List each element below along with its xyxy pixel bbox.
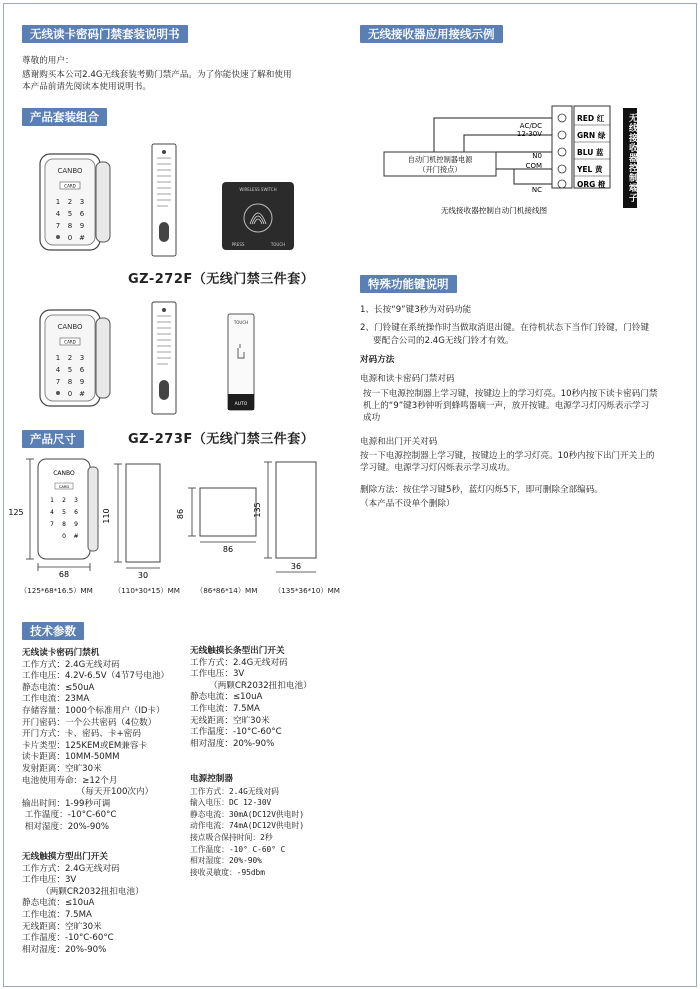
tech-line: 工作温度：-10°C-60°C	[190, 727, 282, 738]
svg-text:1: 1	[55, 198, 61, 206]
dimension-receiver	[100, 460, 170, 580]
nc-label: NC	[531, 186, 542, 194]
svg-text:6: 6	[74, 509, 78, 516]
svg-text:7: 7	[55, 222, 61, 230]
tech-strip-switch-block	[190, 646, 312, 750]
svg-text:BLU 蓝: BLU 蓝	[577, 148, 604, 157]
tech-line: 相对湿度：20%-90%	[190, 738, 275, 749]
auto-label: AUTO	[234, 402, 248, 407]
tech-line: 相对湿度：20%-90%	[190, 856, 262, 866]
svg-text:#: #	[79, 390, 85, 398]
tech-line: 工作温度：-10°C-60°C	[22, 810, 117, 821]
svg-text:RED 红: RED 红	[577, 114, 605, 123]
tech-line: 接点吸合保持时间：2秒	[190, 832, 273, 842]
touch-switch-square	[220, 180, 296, 252]
pair-title: 对码方法	[360, 355, 395, 365]
svg-text:GRN 绿: GRN 绿	[577, 131, 606, 140]
bell-icon	[56, 235, 60, 239]
tech-line: 静态电流：≤10uA	[190, 692, 263, 703]
acdc-label: AC/DC	[519, 122, 542, 130]
special-item-2b: 要配合公司的2.4G无线门铃才有效。	[373, 336, 514, 346]
dim-3-height: 86	[176, 508, 185, 520]
tech-line: 输出时间：1-99秒可调	[22, 798, 111, 809]
tech-square-title: 无线触摸方型出门开关	[22, 852, 108, 862]
special-title: 特殊功能键说明	[360, 275, 457, 293]
tech-line: 读卡距离：10MM-50MM	[22, 752, 120, 763]
switch-label: WIRELESS SWITCH	[239, 187, 277, 192]
pair1-line-2: 机上的“9”键3秒钟听到蜂鸣器嘀一声，放开按键。电源学习灯闪烁表示学习	[363, 401, 650, 411]
receiver-side-label: 无线接收器控制端子	[623, 108, 637, 208]
model-273: GZ-273F（无线门禁三件套）	[128, 432, 315, 447]
tech-line: 无线距离：空旷30米	[190, 715, 270, 726]
tech-line: 输入电压：DC 12-30V	[190, 798, 272, 808]
svg-text:7: 7	[55, 378, 61, 386]
touch-label: TOUCH	[270, 242, 286, 247]
svg-text:1: 1	[50, 497, 54, 504]
tech-power-block	[190, 774, 304, 878]
dimension-keypad	[8, 455, 108, 585]
tech-line: 工作温度：-10° C-60° C	[190, 844, 286, 854]
no-label: N0	[532, 152, 542, 160]
card-label: CARD	[64, 183, 76, 189]
dim-4-caption: （135*36*10）MM	[274, 586, 340, 595]
tech-power-title: 电源控制器	[190, 774, 233, 784]
tech-line: 静态电流：≤10uA	[22, 898, 95, 909]
svg-text:2: 2	[62, 497, 66, 504]
svg-text:3: 3	[74, 497, 78, 504]
tech-line: （两颗CR2032扭扣电池）	[22, 886, 144, 897]
tech-strip-title: 无线触摸长条型出门开关	[190, 646, 285, 656]
tech-line: 工作方式：2.4G无线对码	[190, 657, 288, 668]
dim-4-width: 36	[290, 562, 302, 571]
svg-text:8: 8	[62, 521, 66, 528]
controller-label-1: 自动门机控制器电源	[407, 155, 473, 164]
bell-icon	[56, 391, 60, 395]
svg-text:9: 9	[74, 521, 78, 528]
keypad-device-272	[36, 152, 118, 252]
brand-label: CANBO	[53, 470, 75, 477]
receiver-strip-272	[148, 142, 180, 258]
voltage-label: 12-30V	[516, 130, 542, 138]
tech-title: 技术参数	[22, 622, 84, 640]
svg-text:0: 0	[62, 533, 66, 540]
dim-2-width: 30	[137, 571, 149, 580]
svg-text:YEL 黄: YEL 黄	[577, 165, 603, 174]
tech-line: 静态电流：30mA(DC12V供电时)	[190, 809, 305, 819]
tech-line: 工作电流：7.5MA	[22, 909, 92, 920]
svg-text:4: 4	[55, 210, 61, 218]
tech-line: 工作电流：23MA	[22, 694, 90, 705]
dim-1-width: 68	[58, 570, 70, 579]
touch-switch-strip	[226, 312, 256, 412]
tech-line: 无线距离：空旷30米	[22, 921, 102, 932]
tech-line: 开门密码：一个公共密码（4位数）	[22, 717, 157, 728]
svg-text:5: 5	[67, 210, 73, 218]
dim-1-height: 125	[8, 508, 24, 517]
svg-text:ORG 橙: ORG 橙	[577, 180, 606, 189]
delete-note: （本产品不设单个删除）	[360, 499, 455, 509]
model-272: GZ-272F（无线门禁三件套）	[128, 272, 315, 287]
pair2-title: 电源和出门开关对码	[360, 437, 438, 447]
svg-text:0: 0	[67, 234, 73, 242]
dimension-strip-switch	[254, 458, 334, 580]
svg-text:3: 3	[79, 354, 85, 362]
tech-line: 发射距离：空旷30米	[22, 763, 102, 774]
intro-greeting: 尊敬的用户：	[22, 56, 74, 66]
tech-square-switch-block	[22, 852, 144, 956]
combo-title: 产品套装组合	[22, 108, 107, 126]
card-label: CARD	[64, 339, 76, 345]
svg-text:0: 0	[67, 390, 73, 398]
svg-text:9: 9	[79, 378, 85, 386]
tech-line: 开门方式：卡、密码、卡+密码	[22, 729, 141, 740]
com-label: COM	[525, 162, 542, 170]
brand-label: CANBO	[57, 167, 83, 175]
manual-title: 无线读卡密码门禁套装说明书	[22, 25, 188, 43]
svg-text:1: 1	[55, 354, 61, 362]
dimension-square-switch	[176, 486, 266, 556]
keypad-device-273	[36, 308, 118, 408]
tech-line: 工作方式：2.4G无线对码	[190, 786, 279, 796]
tech-line: 相对湿度：20%-90%	[22, 821, 110, 832]
receiver-title: 无线接收器应用接线示例	[360, 25, 503, 43]
tech-line: 工作电压：4.2V-6.5V（4节7号电池）	[22, 671, 170, 682]
wiring-caption: 无线接收器控制自动门机接线图	[440, 206, 548, 215]
brand-label: CANBO	[57, 323, 83, 331]
intro-line-1: 感谢购买本公司2.4G无线套装考勤门禁产品。为了你能快速了解和使用	[22, 70, 292, 80]
tech-line: 电池使用寿命：≥12个月	[22, 775, 118, 786]
delete-method: 删除方法：按住学习键5秒，蓝灯闪烁5下，即可删除全部编码。	[360, 485, 603, 495]
tech-line: （每天开100次内）	[22, 787, 154, 798]
svg-text:7: 7	[50, 521, 54, 528]
svg-text:#: #	[79, 234, 85, 242]
svg-text:6: 6	[79, 210, 85, 218]
pair1-line-3: 成功	[363, 413, 381, 423]
dim-3-caption: （86*86*14）MM	[196, 586, 258, 595]
dim-2-caption: （110*30*15）MM	[114, 586, 180, 595]
special-item-1: 1、长按“9”键3秒为对码功能	[360, 305, 472, 315]
controller-label-2: （开门接点）	[418, 165, 462, 174]
tech-keypad-block	[22, 648, 169, 834]
svg-text:2: 2	[67, 354, 73, 362]
tech-line: 卡片类型：125KEM或EM兼容卡	[22, 740, 148, 751]
pair1-title: 电源和读卡密码门禁对码	[360, 374, 455, 384]
touch-label: TOUCH	[233, 320, 249, 325]
tech-line: 接收灵敏度：-95dbm	[190, 867, 265, 877]
svg-text:4: 4	[55, 366, 61, 374]
tech-line: 工作温度：-10°C-60°C	[22, 933, 114, 944]
tech-line: 工作电压：3V	[190, 669, 245, 680]
tech-line: 相对湿度：20%-90%	[22, 944, 107, 955]
tech-line: 存储容量：1000个标准用户（ID卡）	[22, 705, 165, 716]
card-label: CARD	[58, 485, 70, 489]
svg-text:#: #	[73, 533, 79, 540]
svg-text:3: 3	[79, 198, 85, 206]
svg-text:4: 4	[50, 509, 54, 516]
special-item-2a: 2、门铃键在系统操作时当做取消退出键。在待机状态下当作门铃键，门铃键	[360, 323, 650, 333]
tech-line: 工作方式：2.4G无线对码	[22, 863, 120, 874]
tech-line: 工作电压：3V	[22, 875, 77, 886]
size-title: 产品尺寸	[22, 430, 84, 448]
tech-line: 工作方式：2.4G无线对码	[22, 659, 120, 670]
dim-4-height: 135	[253, 502, 262, 518]
svg-text:5: 5	[67, 366, 73, 374]
svg-text:9: 9	[79, 222, 85, 230]
press-label: PRESS	[231, 242, 245, 247]
dim-2-height: 110	[102, 508, 111, 524]
tech-line: 动作电流：74mA(DC12V供电时)	[190, 821, 305, 831]
svg-text:6: 6	[79, 366, 85, 374]
intro-line-2: 本产品前请先阅读本使用说明书。	[22, 82, 151, 92]
svg-text:8: 8	[67, 378, 73, 386]
tech-line: （两颗CR2032扭扣电池）	[190, 680, 312, 691]
dim-1-caption: （125*68*16.5）MM	[20, 586, 93, 595]
svg-text:5: 5	[62, 509, 66, 516]
tech-keypad-title: 无线读卡密码门禁机	[22, 648, 100, 658]
tech-line: 静态电流：≤50uA	[22, 682, 95, 693]
receiver-strip-273	[148, 300, 180, 416]
svg-text:8: 8	[67, 222, 73, 230]
dim-3-width: 86	[222, 545, 234, 554]
pair1-line-1: 按一下电源控制器上学习键，按键边上的学习灯亮。10秒内按下读卡密码门禁	[363, 389, 658, 399]
pair2-line-1: 按一下电源控制器上学习键，按键边上的学习灯亮。10秒内按下出门开关上的	[360, 451, 655, 461]
tech-line: 工作电流：7.5MA	[190, 703, 260, 714]
svg-text:2: 2	[67, 198, 73, 206]
pair2-line-2: 学习键。电源学习灯闪烁表示学习成功。	[360, 463, 515, 473]
